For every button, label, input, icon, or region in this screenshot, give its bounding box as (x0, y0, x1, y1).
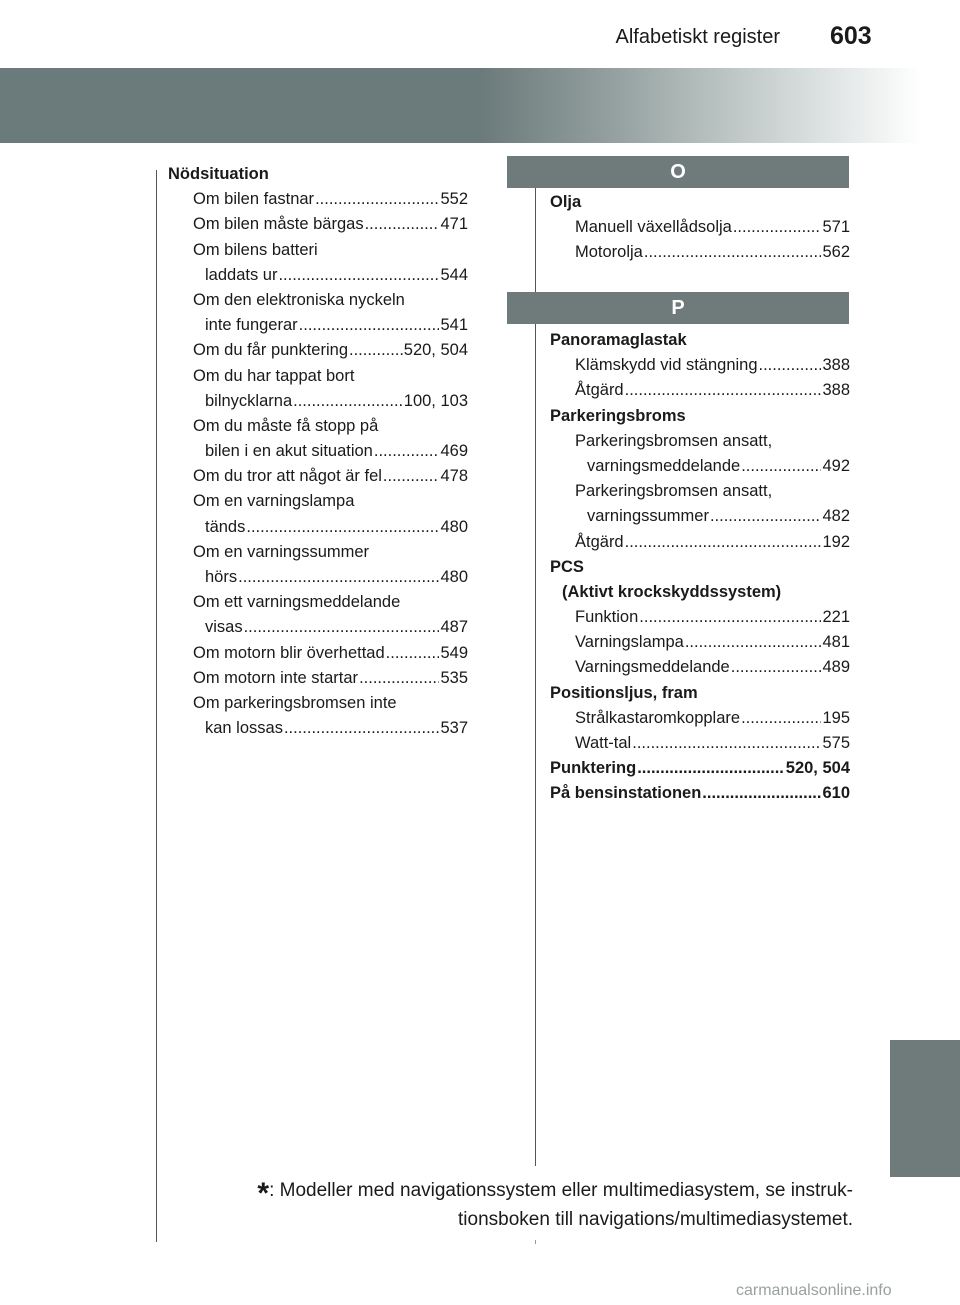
entry-page-ref: 192 (822, 532, 850, 551)
entry-page-ref: 480 (440, 568, 468, 586)
dot-leader (685, 630, 822, 655)
entry-page-ref: 535 (440, 668, 468, 687)
letter-band-o: O (507, 156, 849, 188)
index-entry (168, 439, 468, 464)
index-entry (550, 378, 850, 403)
index-entry (168, 641, 468, 666)
dot-leader (293, 389, 403, 414)
entry-term: Manuell växellådsolja (575, 218, 732, 237)
letter-band-p: P (507, 292, 849, 324)
entry-page-ref: 469 (440, 442, 468, 461)
entry-page-ref: 610 (822, 784, 850, 803)
entry-term: Om bilen måste bärgas (193, 215, 364, 234)
entry-page-ref: 471 (440, 215, 468, 234)
dot-leader (315, 187, 439, 212)
entry-page-ref: 571 (822, 218, 850, 237)
dot-leader (284, 716, 440, 741)
dot-leader (383, 464, 440, 489)
index-subheading: (Aktivt krockskyddssystem) (562, 582, 782, 601)
entry-term: varningsmeddelande (587, 456, 741, 475)
dot-leader (365, 212, 440, 237)
dot-leader (759, 353, 822, 378)
dot-leader (299, 313, 440, 338)
entry-term: Funktion (575, 608, 639, 627)
dot-leader (702, 781, 821, 806)
entry-page-ref: 575 (822, 734, 850, 752)
index-heading: Positionsljus, fram (550, 683, 698, 702)
index-entry (550, 530, 850, 555)
dot-leader (278, 263, 439, 288)
entry-page-ref: 388 (822, 381, 850, 400)
entry-term: Varningsmeddelande (575, 658, 730, 677)
entry-term: Klämskydd vid stängning (575, 356, 758, 375)
dot-leader (741, 706, 821, 731)
dot-leader (386, 641, 440, 666)
index-entry (550, 240, 850, 265)
entry-page-ref: 549 (440, 643, 468, 662)
index-entry (550, 630, 850, 655)
entry-page-ref: 544 (440, 265, 468, 284)
dot-leader (741, 454, 821, 479)
entry-page-ref: 520, 504 (403, 341, 468, 360)
entry-term: inte fungerar (205, 316, 298, 335)
footnote-marker: * (257, 1177, 270, 1210)
entry-term: bilnycklarna (205, 391, 293, 410)
entry-term: Om du tror att något är fel (193, 467, 382, 486)
entry-page-ref: 492 (822, 456, 850, 475)
entry-term: Punktering (550, 759, 637, 778)
index-heading: Olja (550, 193, 582, 211)
entry-term: Watt-tal (575, 734, 632, 752)
section-title: Alfabetiskt register (615, 26, 780, 48)
entry-term: Åtgärd (575, 532, 624, 551)
index-entry (550, 353, 850, 378)
center-rule-tick (535, 1240, 536, 1244)
index-text-line: Om parkeringsbromsen inte (193, 693, 397, 712)
index-heading: Nödsituation (168, 165, 269, 183)
dot-leader (244, 615, 440, 640)
index-entry (550, 504, 850, 529)
entry-term: Om du får punktering (193, 341, 348, 360)
footnote-line-2: tionsboken till navigations/multimediasystemet. (458, 1209, 853, 1230)
index-text-line: Parkeringsbromsen ansatt, (575, 431, 773, 450)
index-text-line: Om den elektroniska nyckeln (193, 290, 405, 309)
index-entry (550, 215, 850, 240)
index-text-line: Om bilens batteri (193, 240, 318, 259)
entry-term: kan lossas (205, 719, 283, 738)
entry-term: Om motorn inte startar (193, 668, 359, 687)
index-entry (550, 655, 850, 680)
index-entry (550, 605, 850, 630)
index-heading: Panoramaglastak (550, 331, 687, 349)
entry-term: Motorolja (575, 243, 643, 262)
dot-leader (710, 504, 822, 529)
left-index-column (168, 162, 468, 741)
entry-term: Varningslampa (575, 633, 684, 652)
footnote (190, 1176, 853, 1234)
index-entry (550, 454, 850, 479)
header-banner (0, 68, 960, 143)
watermark: carmanualsonline.info (736, 1282, 892, 1299)
index-text-line: Parkeringsbromsen ansatt, (575, 482, 773, 501)
dot-leader (637, 756, 785, 781)
page-number: 603 (830, 22, 872, 50)
left-column-rule (156, 170, 157, 1242)
entry-term: Åtgärd (575, 381, 624, 400)
index-entry (550, 781, 850, 806)
entry-page-ref: 480 (440, 517, 468, 536)
index-entry (168, 212, 468, 237)
index-section-p (550, 328, 850, 807)
index-entry (550, 731, 850, 756)
entry-page-ref: 520, 504 (785, 759, 850, 778)
entry-term: laddats ur (205, 265, 278, 284)
index-entry (550, 756, 850, 781)
index-text-line: Om ett varningsmeddelande (193, 593, 401, 612)
index-entry (168, 187, 468, 212)
index-text-line: Om en varningslampa (193, 492, 355, 511)
entry-page-ref: 489 (822, 658, 850, 677)
index-entry (550, 706, 850, 731)
entry-term: hörs (205, 568, 238, 586)
index-heading: PCS (550, 557, 584, 576)
entry-page-ref: 100, 103 (403, 391, 468, 410)
section-thumb-tab (890, 1040, 960, 1177)
entry-term: varningssummer (587, 507, 709, 526)
dot-leader (625, 378, 822, 403)
index-text-line: Om du måste få stopp på (193, 416, 379, 435)
index-entry (168, 338, 468, 363)
index-entry (168, 263, 468, 288)
dot-leader (359, 666, 439, 691)
entry-page-ref: 478 (440, 467, 468, 486)
entry-page-ref: 221 (822, 608, 850, 627)
dot-leader (238, 565, 439, 590)
dot-leader (246, 515, 439, 540)
dot-leader (639, 605, 821, 630)
entry-page-ref: 482 (822, 507, 850, 526)
index-entry (168, 515, 468, 540)
entry-page-ref: 487 (440, 618, 468, 637)
entry-term: Om bilen fastnar (193, 190, 315, 209)
entry-page-ref: 388 (822, 356, 850, 375)
entry-term: tänds (205, 517, 246, 536)
entry-page-ref: 537 (440, 719, 468, 738)
entry-term: Strålkastaromkopplare (575, 708, 741, 727)
index-heading: Parkeringsbroms (550, 406, 686, 425)
index-entry (168, 313, 468, 338)
entry-term: På bensinstationen (550, 784, 702, 803)
dot-leader (625, 530, 822, 555)
index-entry (168, 565, 468, 590)
entry-term: Om motorn blir överhettad (193, 643, 385, 662)
dot-leader (632, 731, 821, 756)
entry-page-ref: 562 (822, 243, 850, 262)
entry-term: visas (205, 618, 243, 637)
entry-term: bilen i en akut situation (205, 442, 373, 461)
entry-page-ref: 195 (822, 708, 850, 727)
index-entry (168, 716, 468, 741)
dot-leader (374, 439, 440, 464)
index-text-line: Om en varningssummer (193, 542, 370, 561)
entry-page-ref: 481 (822, 633, 850, 652)
dot-leader (733, 215, 822, 240)
entry-page-ref: 552 (440, 190, 468, 209)
dot-leader (731, 655, 822, 680)
index-text-line: Om du har tappat bort (193, 366, 355, 385)
index-entry (168, 464, 468, 489)
entry-page-ref: 541 (440, 316, 468, 335)
dot-leader (644, 240, 822, 265)
index-entry (168, 666, 468, 691)
dot-leader (349, 338, 403, 363)
index-entry (168, 615, 468, 640)
index-section-o (550, 190, 850, 266)
footnote-line-1: : Modeller med navigationssystem eller multimediasystem, se instruk- (269, 1180, 853, 1201)
index-entry (168, 389, 468, 414)
